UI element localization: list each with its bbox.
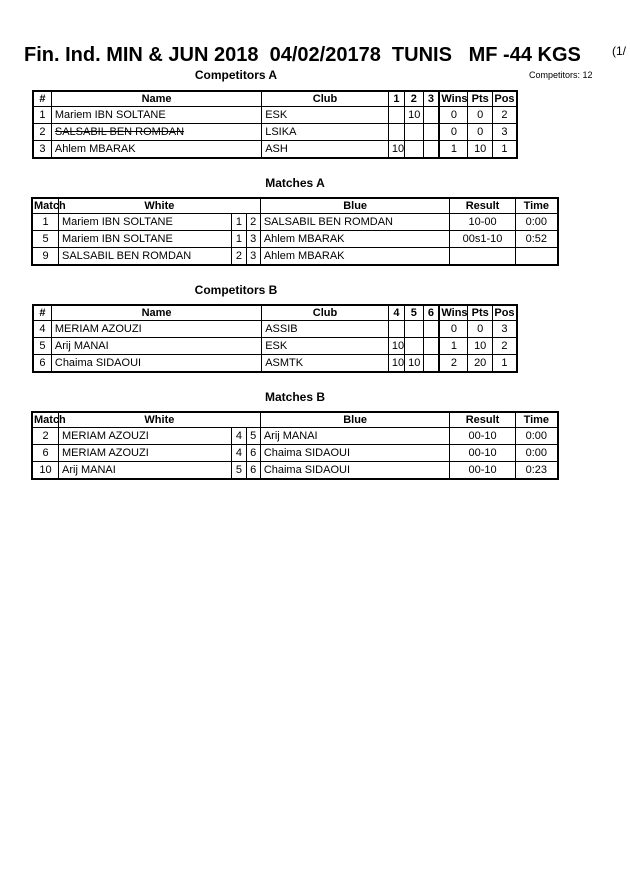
score-cell xyxy=(405,321,423,338)
match-time xyxy=(515,248,558,266)
col-header: Pts xyxy=(468,91,493,107)
white-num: 4 xyxy=(232,428,246,445)
table-row xyxy=(32,248,558,266)
white-num: 5 xyxy=(232,462,246,480)
competitors-count: Competitors: 12 xyxy=(529,70,593,80)
matches-a-title: Matches A xyxy=(265,176,325,190)
match-time: 0:52 xyxy=(515,231,558,248)
competitor-num: 2 xyxy=(33,124,51,141)
points-cell: 20 xyxy=(468,355,493,373)
col-header: Blue xyxy=(260,412,450,428)
competitors-a-title: Competitors A xyxy=(194,68,278,82)
col-header: 6 xyxy=(423,305,439,321)
white-num: 2 xyxy=(232,248,246,266)
score-cell: 10 xyxy=(388,338,404,355)
table-row xyxy=(32,231,558,248)
col-header: Match xyxy=(34,414,66,426)
match-num: 6 xyxy=(32,445,59,462)
white-competitor: Mariem IBN SOLTANE xyxy=(59,214,232,231)
blue-competitor: Arij MANAI xyxy=(260,428,450,445)
white-competitor: SALSABIL BEN ROMDAN xyxy=(59,248,232,266)
col-header: # xyxy=(33,91,51,107)
competitors-a-table xyxy=(32,90,518,159)
match-time: 0:23 xyxy=(515,462,558,480)
col-header: Pos xyxy=(492,305,517,321)
wins-cell: 0 xyxy=(439,321,468,338)
competitor-num: 6 xyxy=(33,355,51,373)
white-competitor: Arij MANAI xyxy=(59,462,232,480)
col-header: Club xyxy=(262,91,389,107)
match-time: 0:00 xyxy=(515,428,558,445)
col-header: 1 xyxy=(388,91,404,107)
points-cell: 0 xyxy=(468,124,493,141)
col-header: Name xyxy=(51,305,261,321)
white-competitor: MERIAM AZOUZI xyxy=(59,428,232,445)
match-result: 00-10 xyxy=(450,445,515,462)
score-cell xyxy=(405,124,423,141)
points-cell: 0 xyxy=(468,321,493,338)
white-num: 1 xyxy=(232,214,246,231)
col-header: # xyxy=(33,305,51,321)
white-num: 4 xyxy=(232,445,246,462)
competitor-name: Mariem IBN SOLTANE xyxy=(51,107,261,124)
score-cell: 10 xyxy=(405,107,423,124)
position-cell: 2 xyxy=(492,107,517,124)
col-header: Match xyxy=(34,200,66,212)
match-num: 10 xyxy=(32,462,59,480)
blue-num: 6 xyxy=(246,445,260,462)
blue-num: 2 xyxy=(246,214,260,231)
competitors-b-title: Competitors B xyxy=(194,283,278,297)
blue-competitor: Ahlem MBARAK xyxy=(260,231,450,248)
match-num: 1 xyxy=(32,214,59,231)
blue-num: 5 xyxy=(246,428,260,445)
col-header: 4 xyxy=(388,305,404,321)
page-title: Fin. Ind. MIN & JUN 2018 04/02/20178 TUNIS MF -44 KGS xyxy=(24,44,581,66)
match-num: 5 xyxy=(32,231,59,248)
competitors-b-table xyxy=(32,304,518,373)
col-header: 2 xyxy=(405,91,423,107)
points-cell: 10 xyxy=(468,141,493,159)
competitor-name-struck: SALSABIL BEN ROMDAN xyxy=(51,124,261,141)
table-row xyxy=(33,338,517,355)
col-header: Result xyxy=(450,198,515,214)
col-header: White xyxy=(59,198,261,214)
competitor-club: ESK xyxy=(262,107,389,124)
col-header: Wins xyxy=(441,307,468,319)
col-header: Time xyxy=(515,198,558,214)
position-cell: 3 xyxy=(492,124,517,141)
match-num: 2 xyxy=(32,428,59,445)
table-header-row xyxy=(32,412,558,428)
blue-competitor: Chaima SIDAOUI xyxy=(260,445,450,462)
competitor-name: Chaima SIDAOUI xyxy=(51,355,261,373)
competitor-club: ASSIB xyxy=(262,321,389,338)
score-cell xyxy=(423,355,439,373)
competitor-num: 4 xyxy=(33,321,51,338)
wins-cell: 1 xyxy=(439,338,468,355)
col-header: Blue xyxy=(260,198,450,214)
score-cell: 10 xyxy=(405,355,423,373)
matches-b-title: Matches B xyxy=(264,390,326,404)
col-header: Name xyxy=(51,91,261,107)
match-result: 00-10 xyxy=(450,462,515,480)
match-time: 0:00 xyxy=(515,214,558,231)
white-num: 1 xyxy=(232,231,246,248)
points-cell: 0 xyxy=(468,107,493,124)
matches-b-table xyxy=(31,411,559,480)
wins-cell: 0 xyxy=(439,124,468,141)
table-row xyxy=(32,428,558,445)
table-row xyxy=(33,124,517,141)
table-header-row xyxy=(33,305,517,321)
wins-cell: 1 xyxy=(439,141,468,159)
score-cell: 10 xyxy=(388,141,404,159)
match-num: 9 xyxy=(32,248,59,266)
col-header: 5 xyxy=(405,305,423,321)
position-cell: 1 xyxy=(492,355,517,373)
table-header-row xyxy=(33,91,517,107)
table-row xyxy=(33,141,517,159)
wins-cell: 0 xyxy=(439,107,468,124)
col-header: Time xyxy=(515,412,558,428)
match-result xyxy=(450,248,515,266)
score-cell xyxy=(423,141,439,159)
match-result: 10-00 xyxy=(450,214,515,231)
position-cell: 2 xyxy=(492,338,517,355)
competitor-num: 1 xyxy=(33,107,51,124)
blue-competitor: Chaima SIDAOUI xyxy=(260,462,450,480)
competitor-club: LSIKA xyxy=(262,124,389,141)
score-cell xyxy=(405,338,423,355)
white-competitor: Mariem IBN SOLTANE xyxy=(59,231,232,248)
blue-num: 3 xyxy=(246,231,260,248)
score-cell xyxy=(423,124,439,141)
table-row xyxy=(32,445,558,462)
blue-competitor: Ahlem MBARAK xyxy=(260,248,450,266)
col-header: White xyxy=(59,412,261,428)
score-cell xyxy=(423,107,439,124)
score-cell xyxy=(388,124,404,141)
score-cell xyxy=(388,321,404,338)
score-cell xyxy=(388,107,404,124)
table-row xyxy=(32,214,558,231)
competitor-name: Ahlem MBARAK xyxy=(51,141,261,159)
table-row xyxy=(33,321,517,338)
position-cell: 1 xyxy=(492,141,517,159)
match-result: 00s1-10 xyxy=(450,231,515,248)
match-result: 00-10 xyxy=(450,428,515,445)
table-header-row xyxy=(32,198,558,214)
competitor-club: ESK xyxy=(262,338,389,355)
blue-num: 6 xyxy=(246,462,260,480)
col-header: 3 xyxy=(423,91,439,107)
points-cell: 10 xyxy=(468,338,493,355)
competitor-club: ASH xyxy=(262,141,389,159)
score-cell: 10 xyxy=(388,355,404,373)
score-cell xyxy=(423,338,439,355)
col-header: Result xyxy=(450,412,515,428)
competitor-name: MERIAM AZOUZI xyxy=(51,321,261,338)
competitor-name: Arij MANAI xyxy=(51,338,261,355)
col-header: Pts xyxy=(468,305,493,321)
page-number: (1/ xyxy=(612,44,627,58)
match-time: 0:00 xyxy=(515,445,558,462)
col-header: Pos xyxy=(492,91,517,107)
competitor-num: 3 xyxy=(33,141,51,159)
score-cell xyxy=(423,321,439,338)
col-header: Club xyxy=(262,305,389,321)
matches-a-table xyxy=(31,197,559,266)
table-row xyxy=(32,462,558,480)
col-header: Wins xyxy=(441,93,468,105)
table-row xyxy=(33,355,517,373)
white-competitor: MERIAM AZOUZI xyxy=(59,445,232,462)
wins-cell: 2 xyxy=(439,355,468,373)
competitor-num: 5 xyxy=(33,338,51,355)
blue-competitor: SALSABIL BEN ROMDAN xyxy=(260,214,450,231)
blue-num: 3 xyxy=(246,248,260,266)
table-row xyxy=(33,107,517,124)
position-cell: 3 xyxy=(492,321,517,338)
score-cell xyxy=(405,141,423,159)
competitor-club: ASMTK xyxy=(262,355,389,373)
